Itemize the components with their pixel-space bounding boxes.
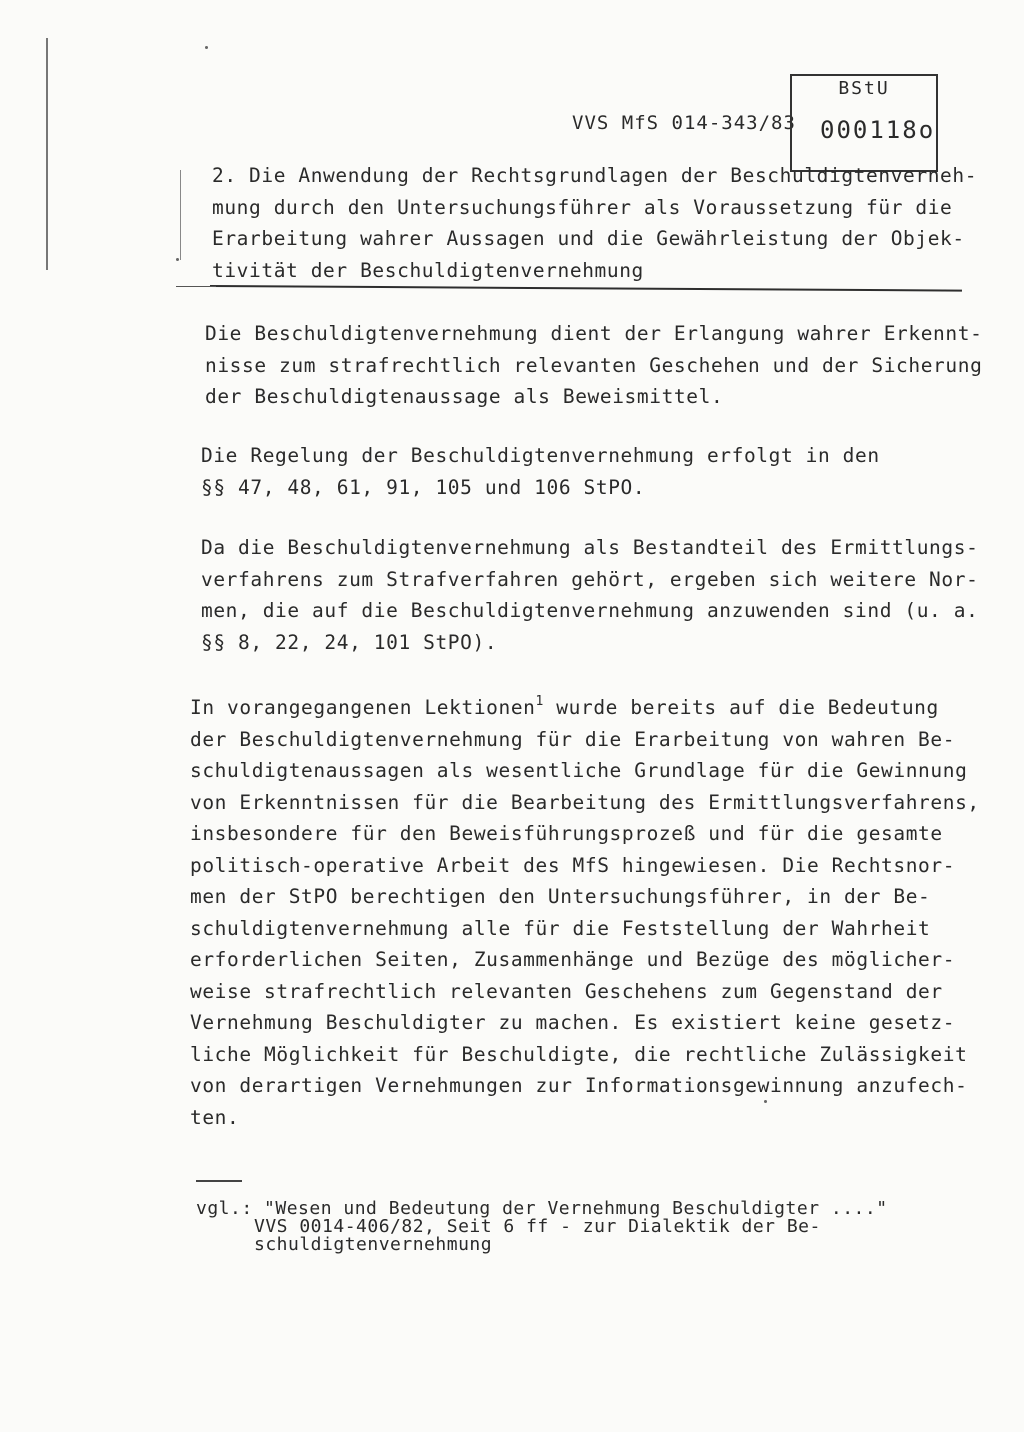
speck-dot	[176, 258, 179, 261]
paragraph	[205, 318, 982, 413]
heading-underline-tail	[176, 286, 216, 287]
heading-line: Erarbeitung wahrer Aussagen und die Gewährleistung der Objek-	[212, 227, 965, 250]
text-fragment: wurde bereits auf die Bedeutung	[543, 696, 939, 719]
text-line: schuldigtenaussagen als wesentliche Grundlage für die Gewinnung	[190, 759, 968, 782]
heading-line: tivität der Beschuldigtenvernehmung	[212, 258, 644, 282]
text-line: von Erkenntnissen für die Bearbeitung des Ermittlungsverfahrens,	[190, 790, 980, 814]
text-line: der Beschuldigtenaussage als Beweismittel.	[205, 385, 724, 408]
text-line: verfahrens zum Strafverfahren gehört, ergeben sich weitere Nor-	[201, 567, 979, 591]
text-line: der Beschuldigtenvernehmung für die Erarbeitung von wahren Be-	[190, 727, 956, 751]
archive-stamp	[790, 74, 938, 172]
text-line: §§ 8, 22, 24, 101 StPO).	[201, 630, 498, 654]
margin-line	[46, 38, 48, 270]
margin-mark	[180, 170, 181, 260]
text-line: erforderlichen Seiten, Zusammenhänge und Bezüge des möglicher-	[190, 948, 956, 971]
heading-line: 2. Die Anwendung der Rechtsgrundlagen der Beschuldigtenverneh-	[212, 164, 978, 187]
footnote	[196, 1200, 888, 1254]
text-fragment: In vorangegangenen Lektionen	[190, 696, 536, 719]
stamp-page-number: 000118o	[820, 116, 936, 144]
text-line: politisch-operative Arbeit des MfS hingewiesen. Die Rechtsnor-	[190, 853, 956, 877]
text-line: liche Möglichkeit für Beschuldigte, die rechtliche Zulässigkeit	[190, 1042, 968, 1066]
text-line: schuldigtenvernehmung alle für die Feststellung der Wahrheit	[190, 916, 931, 940]
paragraph	[201, 440, 880, 503]
text-line: von derartigen Vernehmungen zur Informationsgewinnung anzufech-	[190, 1074, 968, 1097]
stamp-label: BStU	[838, 78, 890, 99]
footnote-line: schuldigtenvernehmung	[254, 1234, 493, 1255]
text-line: Die Beschuldigtenvernehmung dient der Erlangung wahrer Erkennt-	[205, 322, 983, 345]
text-line: Da die Beschuldigtenvernehmung als Bestandteil des Ermittlungs-	[201, 536, 979, 559]
speck-dot	[205, 46, 208, 49]
footnote-line: VVS 0014-406/82, Seit 6 ff - zur Dialektik der Be-	[254, 1216, 821, 1237]
text-line	[190, 686, 980, 724]
document-reference: VVS MfS 014-343/83	[572, 112, 796, 134]
paragraph	[201, 532, 978, 658]
section-heading	[212, 160, 992, 286]
text-line: Vernehmung Beschuldigter zu machen. Es existiert keine gesetz-	[190, 1011, 956, 1034]
text-line: weise strafrechtlich relevanten Geschehens zum Gegenstand der	[190, 979, 943, 1003]
text-line: insbesondere für den Beweisführungsprozeß und für die gesamte	[190, 822, 943, 845]
text-line: §§ 47, 48, 61, 91, 105 und 106 StPO.	[201, 475, 646, 499]
text-line: Die Regelung der Beschuldigtenvernehmung erfolgt in den	[201, 444, 880, 467]
footnote-marker: 1	[535, 694, 544, 709]
text-line: men, die auf die Beschuldigtenvernehmung anzuwenden sind (u. a.	[201, 599, 979, 622]
heading-line: mung durch den Untersuchungsführer als Voraussetzung für die	[212, 195, 953, 219]
text-line: ten.	[190, 1105, 240, 1129]
text-line: nisse zum strafrechtlich relevanten Geschehen und der Sicherung	[205, 353, 983, 377]
text-line: men der StPO berechtigen den Untersuchungsführer, in der Be-	[190, 885, 931, 908]
footnote-line: vgl.: "Wesen und Bedeutung der Vernehmung Beschuldigter ...."	[196, 1198, 888, 1219]
paragraph	[190, 686, 980, 1133]
footnote-separator	[196, 1180, 242, 1182]
